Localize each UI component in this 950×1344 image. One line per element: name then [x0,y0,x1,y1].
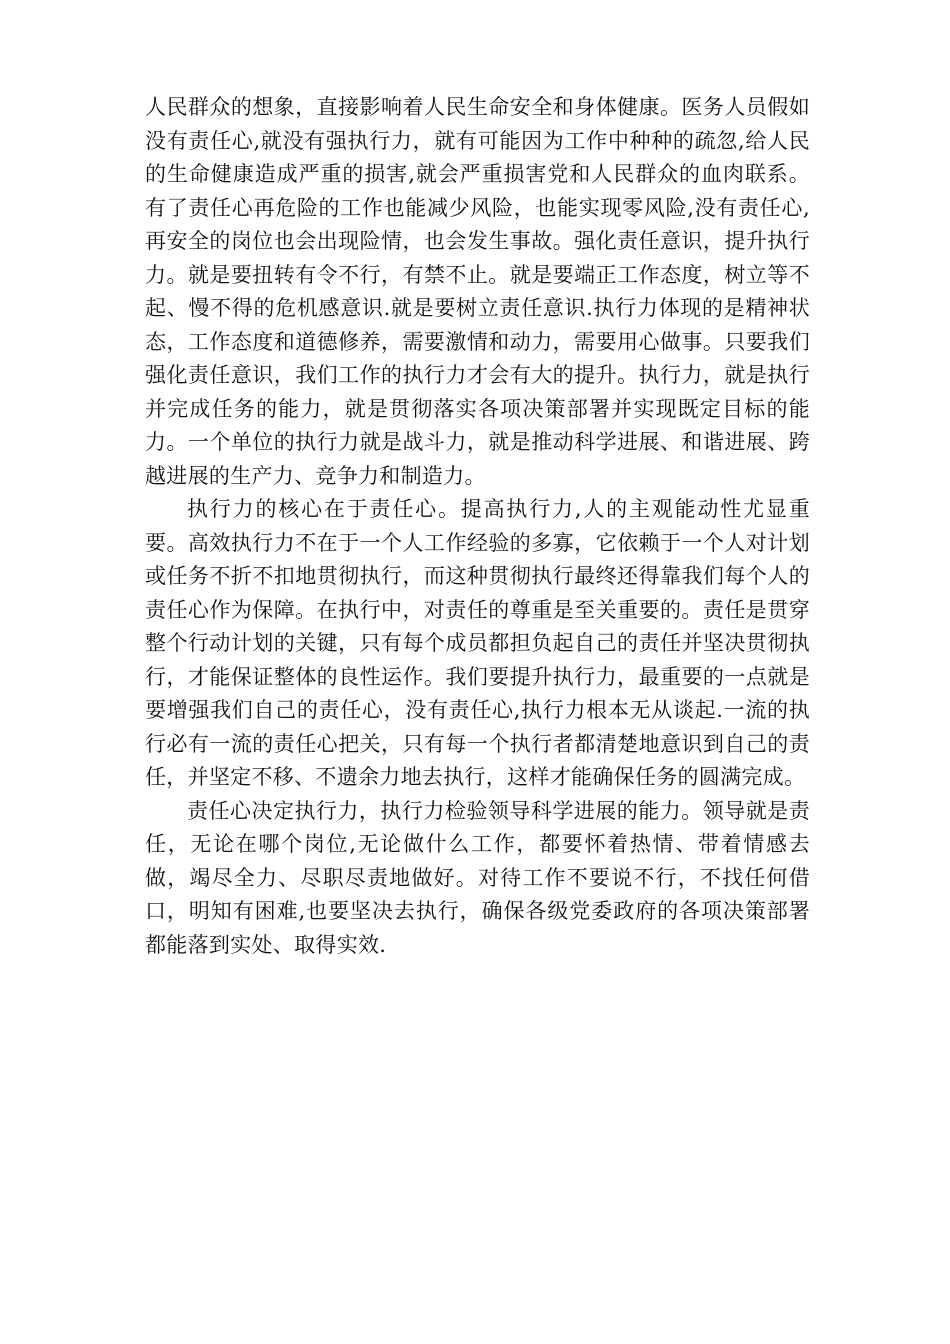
paragraph-2: 执行力的核心在于责任心。提高执行力,人的主观能动性尤显重要。高效执行力不在于一个人工作经验的多寡，它依赖于一个人对计划或任务不折不扣地贯彻执行，而这种贯彻执行最终还得靠我们每个人的责任心作为保障。在执行中，对责任的尊重是至关重要的。责任是贯穿整个行动计划的关键，只有每个成员都担负起自己的责任并坚决贯彻执行，才能保证整体的良性运作。我们要提升执行力，最重要的一点就是要增强我们自己的责任心，没有责任心,执行力根本无从谈起.一流的执行必有一流的责任心把关，只有每一个执行者都清楚地意识到自己的责任，并坚定不移、不遗余力地去执行，这样才能确保任务的圆满完成。 [145,497,810,789]
document-body [145,91,810,962]
paragraph-3: 责任心决定执行力，执行力检验领导科学进展的能力。领导就是责任，无论在哪个岗位,无论做什么工作，都要怀着热情、带着情感去做，竭尽全力、尽职尽责地做好。对待工作不要说不行，不找任何借口，明知有困难,也要坚决去执行，确保各级党委政府的各项决策部署都能落到实处、取得实效. [145,798,810,957]
paragraph-1: 人民群众的想象，直接影响着人民生命安全和身体健康。医务人员假如没有责任心,就没有强执行力，就有可能因为工作中种种的疏忽,给人民的生命健康造成严重的损害,就会严重损害党和人民群众的血肉联系。 有了责任心再危险的工作也能减少风险，也能实现零风险,没有责任心,再安全的岗位也会出现险情，也会发生事故。强化责任意识，提升执行力。就是要扭转有令不行，有禁不止。就是要端正工作态度，树立等不起、慢不得的危机感意识.就是要树立责任意识.执行力体现的是精神状态，工作态度和道德修养，需要激情和动力，需要用心做事。只要我们强化责任意识，我们工作的执行力才会有大的提升。执行力，就是执行并完成任务的能力，就是贯彻落实各项决策部署并实现既定目标的能力。一个单位的执行力就是战斗力，就是推动科学进展、和谐进展、跨越进展的生产力、竞争力和制造力。 [145,95,810,488]
